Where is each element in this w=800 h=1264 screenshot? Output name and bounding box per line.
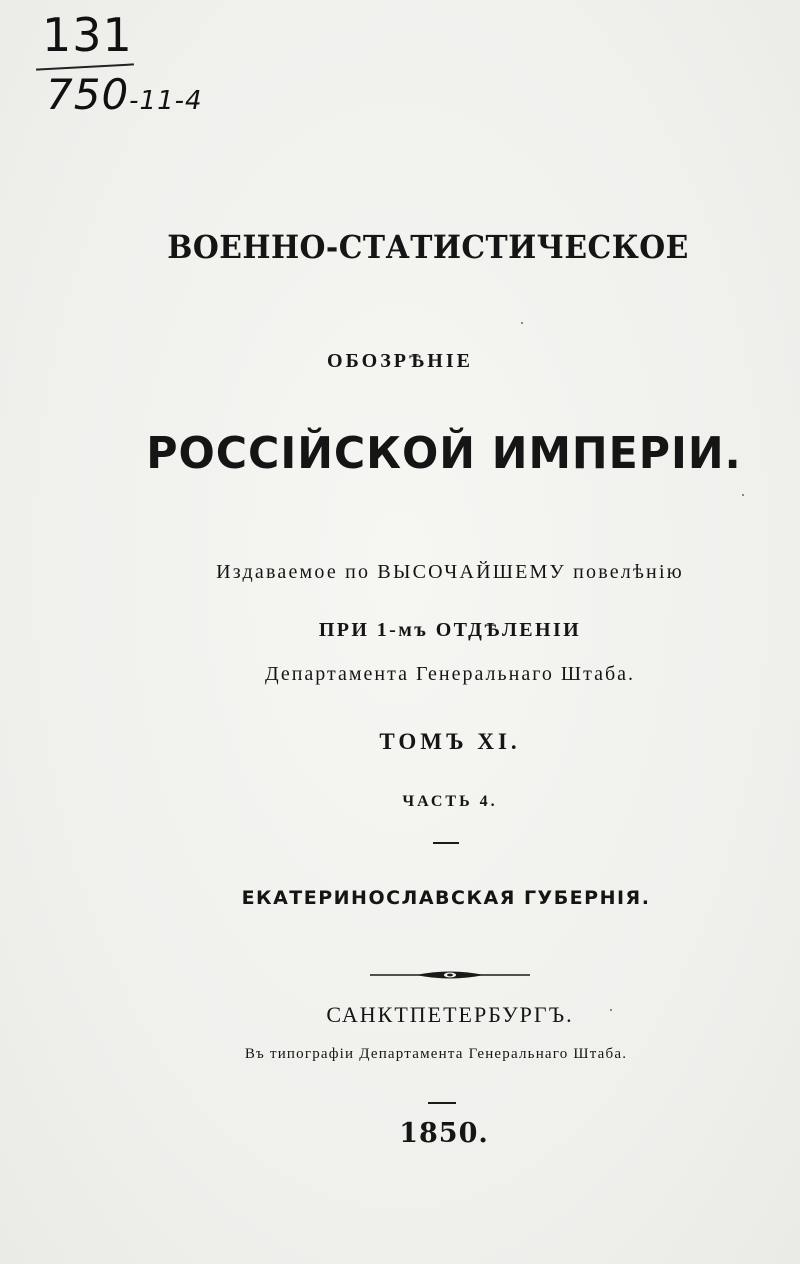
paper-speck: [610, 1009, 612, 1011]
title-line-2: ОБОЗРѢНІЕ: [327, 350, 473, 372]
shelfmark-number: 131: [42, 8, 133, 62]
part-label: ЧАСТЬ 4.: [402, 793, 498, 810]
imprint-year: 1850.: [399, 1118, 489, 1149]
ornamental-rule: [370, 968, 530, 982]
shelfmark-code: [46, 70, 203, 119]
publication-note: Издаваемое по ВЫСОЧАЙШЕМУ повелѣнію: [216, 561, 684, 583]
short-divider-lower: [428, 1102, 456, 1104]
paper-speck: [742, 494, 744, 496]
shelfmark-code-main: 750: [46, 70, 130, 119]
volume-label: ТОМЪ XI.: [379, 729, 521, 754]
short-divider: [433, 842, 459, 844]
title-line-1: ВОЕННО-СТАТИСТИЧЕСКОЕ: [167, 228, 689, 266]
paper-speck: [521, 322, 523, 324]
shelfmark-code-suffix: -11-4: [129, 86, 203, 116]
department-section: ПРИ 1-мъ ОТДѢЛЕНІИ: [318, 619, 582, 641]
department-name: Департамента Генеральнаго Штаба.: [264, 663, 636, 685]
title-line-3: РОССІЙСКОЙ ИМПЕРІИ.: [146, 428, 742, 479]
imprint-printer: Въ типографіи Департамента Генеральнаго Штаба.: [244, 1046, 628, 1062]
region-title: ЕКАТЕРИНОСЛАВСКАЯ ГУБЕРНІЯ.: [241, 887, 651, 909]
imprint-city: САНКТПЕТЕРБУРГЪ.: [326, 1002, 574, 1027]
